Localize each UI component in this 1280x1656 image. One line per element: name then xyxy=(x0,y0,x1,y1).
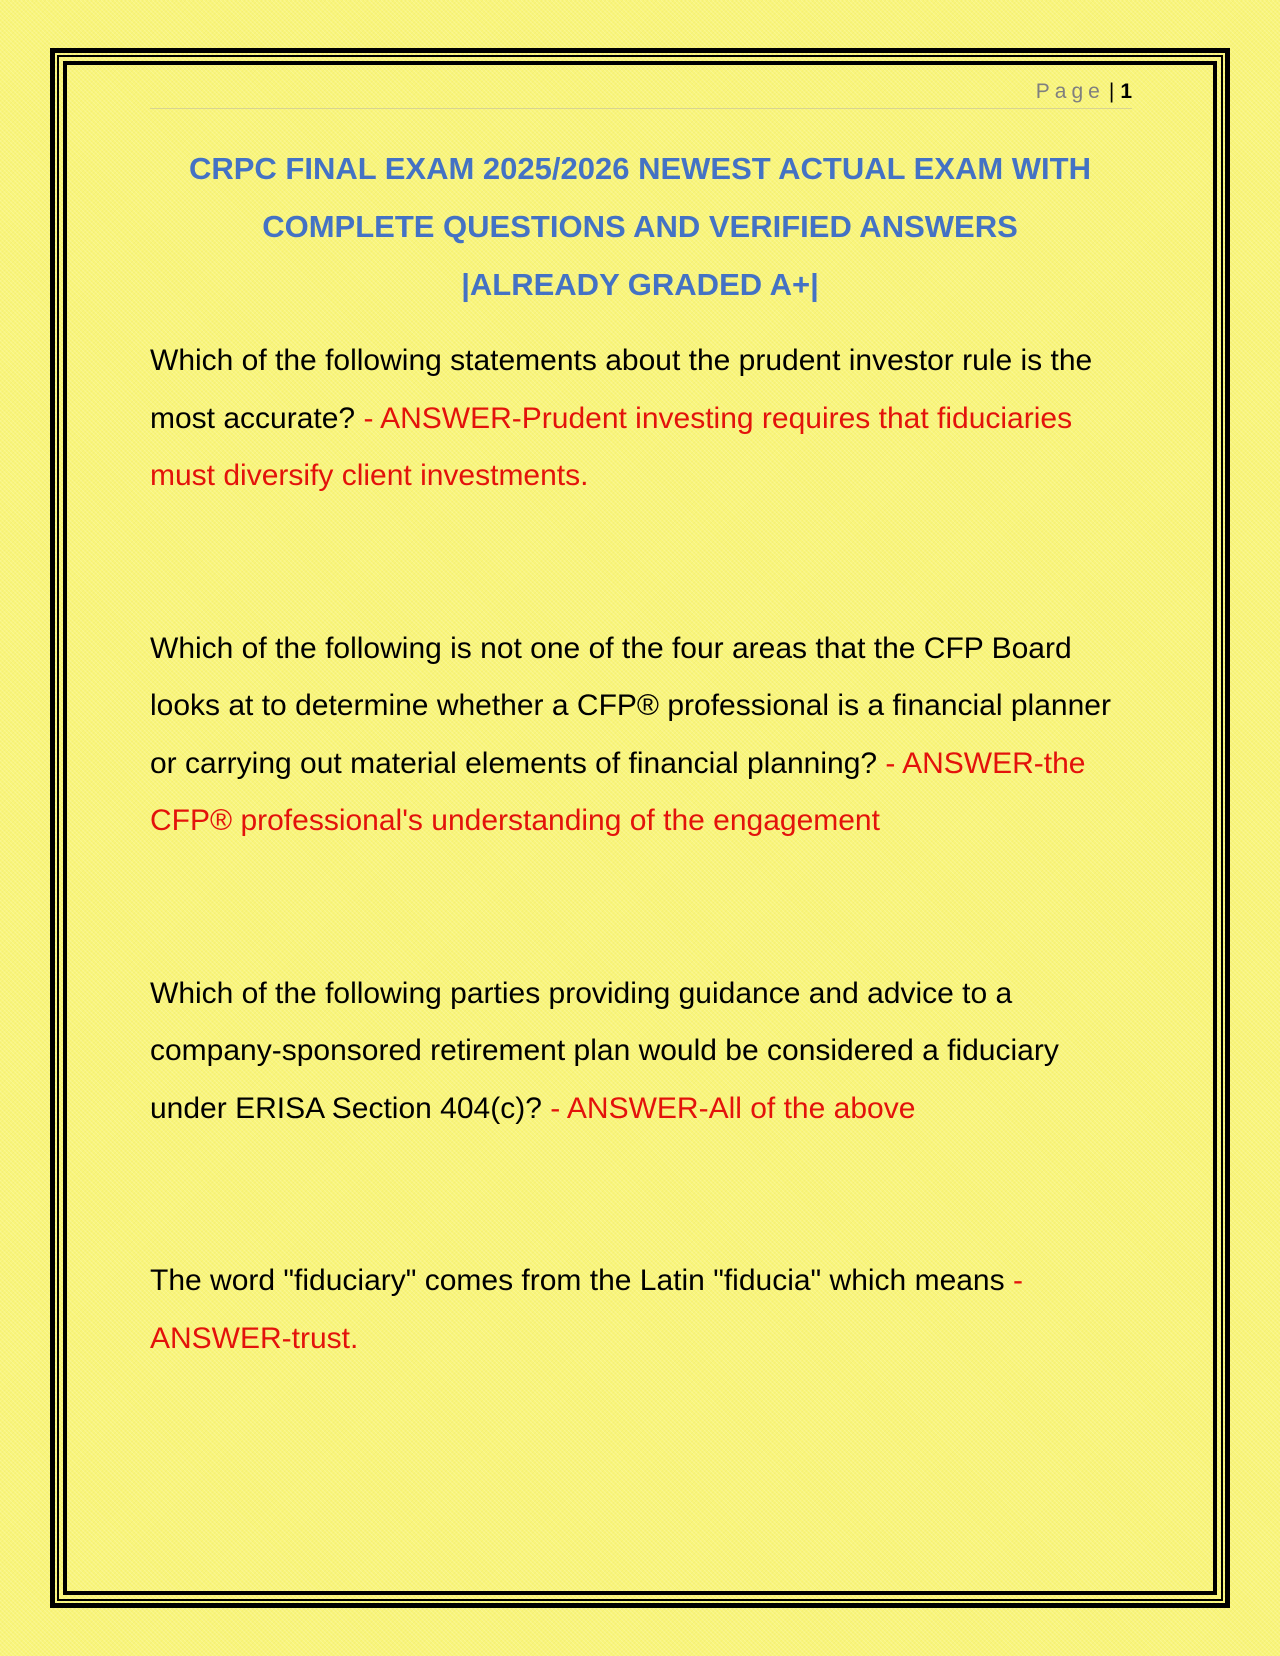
qa-item-1 xyxy=(150,332,1140,505)
qa-item-3 xyxy=(150,965,1140,1138)
question-answer-list xyxy=(150,332,1140,1482)
answer-text: - ANSWER-Prudent investing requires that fiduciaries must diversify client investments. xyxy=(150,401,1073,492)
answer-text: - ANSWER-All of the above xyxy=(550,1091,916,1125)
title-line-1: CRPC FINAL EXAM 2025/2026 NEWEST ACTUAL EXAM WITH xyxy=(188,151,1091,186)
question-text: Which of the following parties providing guidance and advice to a company-sponsored retirement plan would be considered a fiduciary under ERISA Section 404(c)? xyxy=(150,976,1059,1125)
page-number: 1 xyxy=(1120,80,1132,103)
page-separator: | xyxy=(1108,80,1115,103)
question-text: The word "fiduciary" comes from the Latin "fiducia" which means xyxy=(150,1264,1005,1297)
answer-text: - ANSWER-the CFP® professional's understanding of the engagement xyxy=(150,746,1086,837)
question-text: Which of the following is not one of the four areas that the CFP Board looks at to determine whether a CFP® professional is a financial planner or carrying out material elements of financial planning? xyxy=(150,631,1111,780)
title-line-2: COMPLETE QUESTIONS AND VERIFIED ANSWERS xyxy=(262,209,1018,244)
title-line-3: |ALREADY GRADED A+| xyxy=(461,267,819,302)
document-title xyxy=(140,140,1140,314)
page-header xyxy=(150,78,1132,109)
qa-item-4 xyxy=(150,1252,1140,1367)
answer-text: - ANSWER-trust. xyxy=(150,1264,1023,1355)
question-text: Which of the following statements about the prudent investor rule is the most accurate? xyxy=(150,344,1093,435)
qa-item-2 xyxy=(150,620,1140,850)
page-label: Page xyxy=(1035,80,1105,103)
